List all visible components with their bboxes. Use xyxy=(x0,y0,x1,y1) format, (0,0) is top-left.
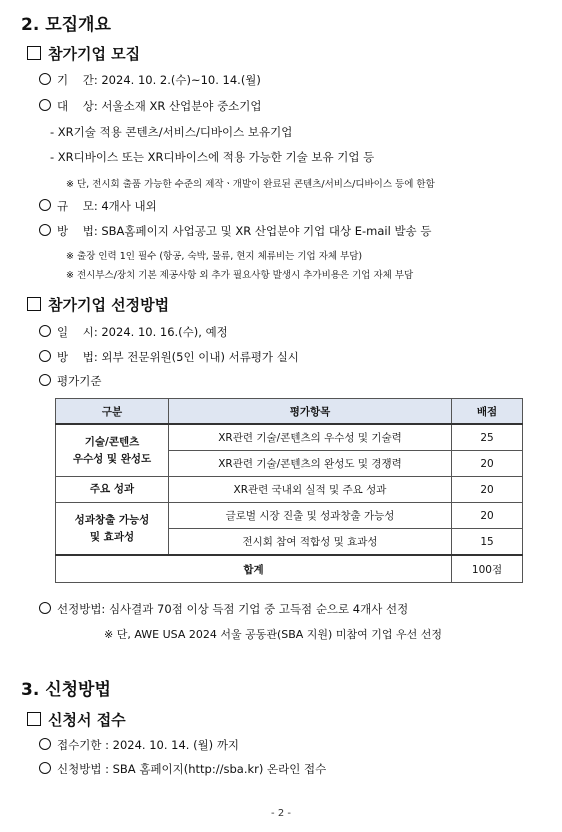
target-note: ※ 단, 전시회 출품 가능한 수준의 제작ㆍ개발이 완료된 콘텐츠/서비스/디바이스 등에 한함 xyxy=(66,179,435,190)
item-cell: XR관련 국내외 실적 및 주요 성과 xyxy=(169,477,452,503)
recruit-method: 방 법: SBA홈페이지 사업공고 및 XR 산업분야 기업 대상 E-mail 발송 등 xyxy=(39,223,431,239)
circle-bullet-icon xyxy=(39,762,51,774)
score-cell: 20 xyxy=(452,503,523,529)
score-cell: 20 xyxy=(452,477,523,503)
item-cell: 전시회 참여 적합성 및 효과성 xyxy=(169,529,452,556)
section-3-title: 3. 신청방법 xyxy=(21,680,111,700)
score-cell: 25 xyxy=(452,424,523,451)
method-note-2: ※ 전시부스/장치 기본 제공사항 외 추가 필요사항 발생시 추가비용은 기업 자체 부담 xyxy=(66,270,414,281)
category-cell: 주요 성과 xyxy=(56,477,169,503)
table-row xyxy=(56,424,523,451)
table-row xyxy=(56,503,523,529)
target-item-2: - XR디바이스 또는 XR디바이스에 적용 가능한 기술 보유 기업 등 xyxy=(50,150,375,164)
category-cell: 성과창출 가능성 및 효과성 xyxy=(56,503,169,556)
page-number: - 2 - xyxy=(271,808,291,819)
circle-bullet-icon xyxy=(39,199,51,211)
circle-bullet-icon xyxy=(39,602,51,614)
circle-bullet-icon xyxy=(39,224,51,236)
checkbox-square-icon xyxy=(27,297,41,311)
circle-bullet-icon xyxy=(39,99,51,111)
application-method: 신청방법 : SBA 홈페이지(http://sba.kr) 온라인 접수 xyxy=(39,761,326,777)
selection-method: 방 법: 외부 전문위원(5인 이내) 서류평가 실시 xyxy=(39,349,299,365)
selection-date: 일 시: 2024. 10. 16.(수), 예정 xyxy=(39,324,228,340)
selection-note: ※ 단, AWE USA 2024 서울 공동관(SBA 지원) 미참여 기업 우선 선정 xyxy=(104,628,442,641)
application-deadline: 접수기한 : 2024. 10. 14. (월) 까지 xyxy=(39,737,239,753)
total-score: 100점 xyxy=(452,555,523,583)
criteria-label: 평가기준 xyxy=(39,373,101,389)
circle-bullet-icon xyxy=(39,374,51,386)
selection-criteria: 선정방법: 심사결과 70점 이상 득점 기업 중 고득점 순으로 4개사 선정 xyxy=(39,601,408,617)
item-cell: XR관련 기술/콘텐츠의 우수성 및 기술력 xyxy=(169,424,452,451)
recruit-scale: 규 모: 4개사 내외 xyxy=(39,198,157,214)
table-total-row xyxy=(56,555,523,583)
category-cell: 기술/콘텐츠 우수성 및 완성도 xyxy=(56,424,169,477)
circle-bullet-icon xyxy=(39,73,51,85)
checkbox-square-icon xyxy=(27,712,41,726)
item-cell: 글로벌 시장 진출 및 성과창출 가능성 xyxy=(169,503,452,529)
header-category: 구분 xyxy=(56,399,169,425)
total-label: 합계 xyxy=(56,555,452,583)
circle-bullet-icon xyxy=(39,325,51,337)
table-row xyxy=(56,477,523,503)
checkbox-square-icon xyxy=(27,46,41,60)
target-item-1: - XR기술 적용 콘텐츠/서비스/디바이스 보유기업 xyxy=(50,125,293,139)
recruit-period: 기 간: 2024. 10. 2.(수)~10. 14.(월) xyxy=(39,72,261,88)
subsection-selection-title: 참가기업 선정방법 xyxy=(27,294,169,315)
table-header-row xyxy=(56,399,523,425)
circle-bullet-icon xyxy=(39,350,51,362)
section-2-title: 2. 모집개요 xyxy=(21,15,111,35)
method-note-1: ※ 출장 인력 1인 필수 (항공, 숙박, 물류, 현지 체류비는 기업 자체 부담) xyxy=(66,251,363,262)
subsection-application-title: 신청서 접수 xyxy=(27,709,126,730)
score-cell: 20 xyxy=(452,451,523,477)
header-item: 평가항목 xyxy=(169,399,452,425)
header-score: 배점 xyxy=(452,399,523,425)
item-cell: XR관련 기술/콘텐츠의 완성도 및 경쟁력 xyxy=(169,451,452,477)
circle-bullet-icon xyxy=(39,738,51,750)
evaluation-table xyxy=(55,398,523,583)
recruit-target: 대 상: 서울소재 XR 산업분야 중소기업 xyxy=(39,98,262,114)
subsection-recruit-title: 참가기업 모집 xyxy=(27,43,140,64)
score-cell: 15 xyxy=(452,529,523,556)
